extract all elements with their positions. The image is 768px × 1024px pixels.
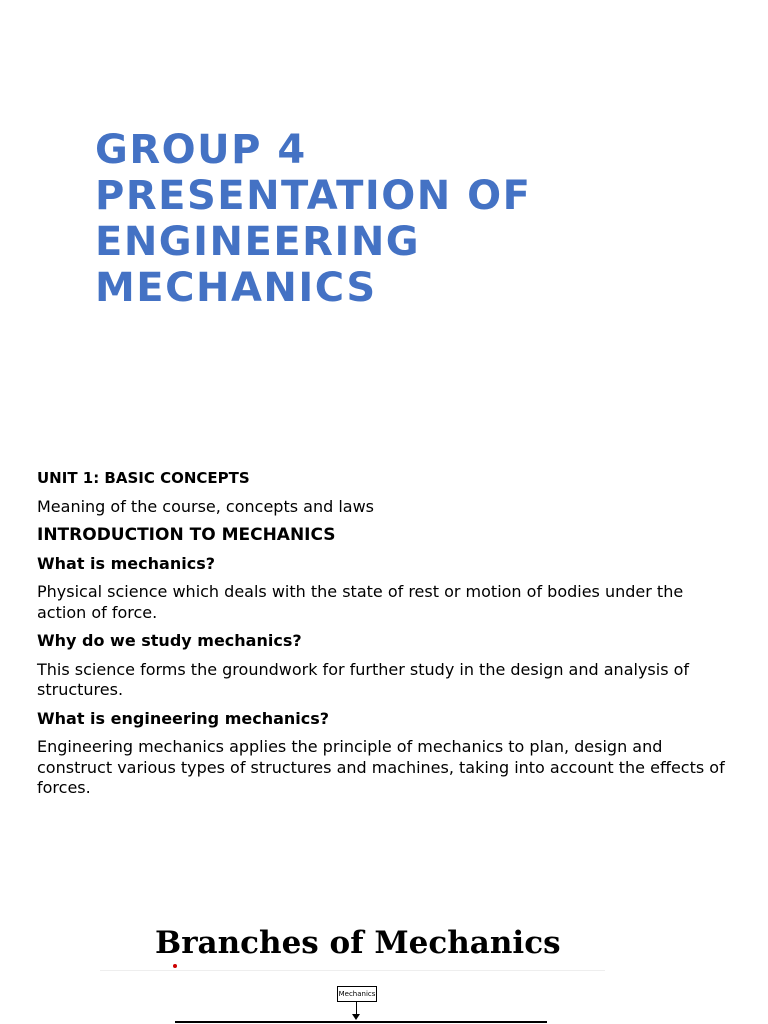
title-line: GROUP 4 xyxy=(95,127,307,173)
answer-text: Physical science which deals with the state of rest or motion of bodies under the action of force. xyxy=(37,582,684,622)
course-meaning-text: Meaning of the course, concepts and laws xyxy=(37,496,375,516)
question-heading: Why do we study mechanics? xyxy=(37,631,302,650)
branch-connector-line xyxy=(175,1021,547,1023)
answer-text: This science forms the groundwork for further study in the design and analysis of structures. xyxy=(37,659,690,699)
answer-text: Engineering mechanics applies the principle of mechanics to plan, design and construct various types of structures and machines, taking into account the effects of forces. xyxy=(37,737,725,797)
presentation-title xyxy=(95,127,531,311)
arrow-down-icon xyxy=(352,1014,360,1020)
question-heading: What is engineering mechanics? xyxy=(37,708,330,728)
title-line: MECHANICS xyxy=(95,265,377,311)
notes-body xyxy=(37,468,727,807)
title-slide xyxy=(0,0,768,440)
intro-heading: INTRODUCTION TO MECHANICS xyxy=(37,525,336,545)
divider xyxy=(100,970,605,971)
red-marker-dot xyxy=(173,964,177,968)
branches-slide xyxy=(0,900,768,1024)
unit-heading: UNIT 1: BASIC CONCEPTS xyxy=(37,469,250,487)
mechanics-root-box: Mechanics xyxy=(337,986,377,1002)
title-line: ENGINEERING xyxy=(95,219,421,265)
title-line: PRESENTATION OF xyxy=(95,173,532,219)
branches-title: Branches of Mechanics xyxy=(155,925,561,961)
question-heading: What is mechanics? xyxy=(37,553,215,573)
notes-slide xyxy=(0,468,768,828)
